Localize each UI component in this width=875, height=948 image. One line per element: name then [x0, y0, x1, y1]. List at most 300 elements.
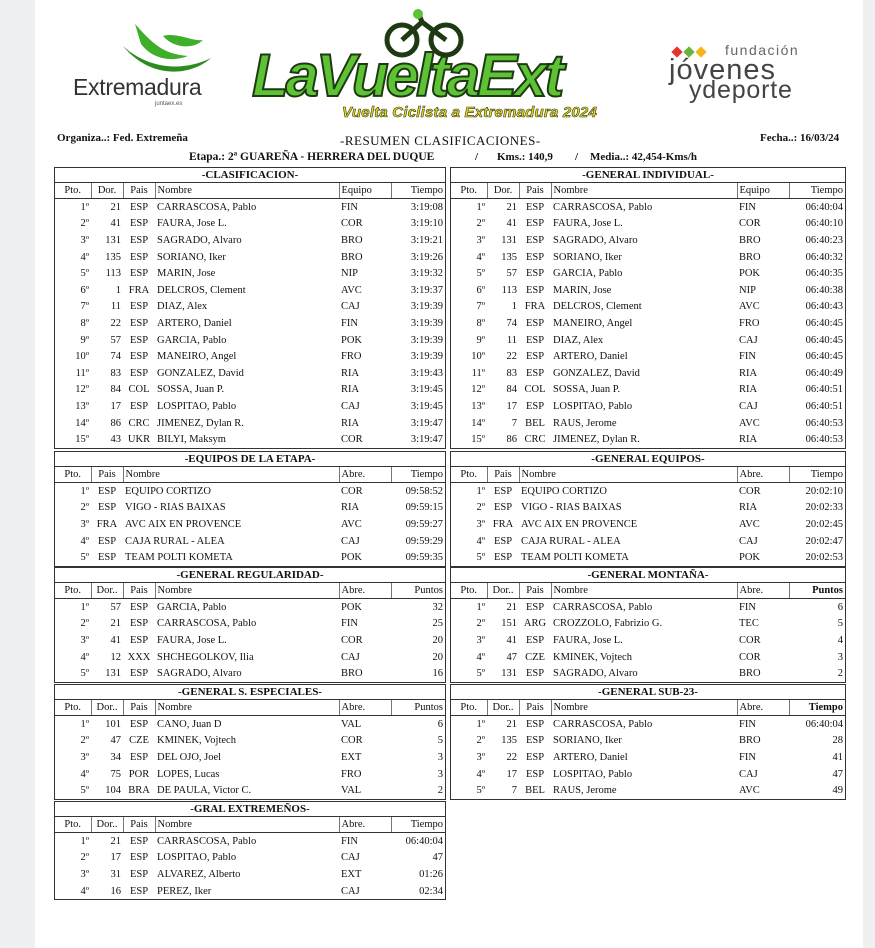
cell-dorsal: 41	[506, 634, 517, 646]
cell-pos: 5º	[80, 785, 89, 797]
cell-valor: 3	[837, 651, 843, 663]
cell-pais: ESP	[129, 317, 149, 329]
cell-valor: 3	[437, 751, 443, 763]
table-row	[451, 782, 845, 799]
cell-pos: 6º	[80, 284, 89, 296]
cell-pais: ESP	[129, 868, 149, 880]
cell-nombre: CARRASCOSA, Pablo	[157, 618, 257, 630]
cell-equipo: POK	[341, 601, 363, 613]
table-row	[451, 431, 845, 448]
cell-equipo: POK	[739, 552, 761, 564]
cell-pais: ESP	[97, 502, 117, 514]
cell-pos: 1º	[80, 718, 89, 730]
cell-nombre: SOSSA, Juan P.	[157, 384, 225, 396]
cell-pais: ESP	[129, 251, 149, 263]
cell-equipo: BRO	[341, 234, 363, 246]
cell-pos: 12º	[75, 384, 89, 396]
cell-valor: 06:40:04	[405, 835, 443, 847]
cell-pais: ESP	[525, 234, 545, 246]
table-row	[451, 632, 845, 649]
cell-nombre: DE PAULA, Victor C.	[157, 785, 252, 797]
header-dorsal: Dor..	[91, 817, 123, 833]
cell-pais: ESP	[525, 400, 545, 412]
cell-nombre: CARRASCOSA, Pablo	[553, 718, 653, 730]
cell-valor: 5	[837, 618, 843, 630]
header-pos: Pto.	[55, 583, 91, 599]
header-valor: Tiempo	[391, 467, 445, 483]
cell-equipo: AVC	[341, 518, 362, 530]
fundacion-small: fundación	[725, 42, 800, 58]
cell-equipo: BRO	[341, 668, 363, 680]
cell-pos: 11º	[471, 367, 485, 379]
cell-pos: 2º	[476, 735, 485, 747]
extremadura-swoosh-icon	[93, 14, 243, 76]
cell-nombre: SORIANO, Iker	[157, 251, 226, 263]
cell-valor: 20:02:45	[805, 518, 843, 530]
table-row	[451, 232, 845, 249]
cell-equipo: CAJ	[341, 852, 360, 864]
cell-nombre: KMINEK, Vojtech	[553, 651, 632, 663]
table-row	[55, 716, 445, 733]
cell-pos: 9º	[476, 334, 485, 346]
cell-dorsal: 74	[110, 351, 121, 363]
cell-pos: 4º	[80, 885, 89, 897]
table-row	[451, 716, 845, 733]
cell-equipo: BRO	[739, 234, 761, 246]
table-row	[451, 299, 845, 316]
cell-dorsal: 7	[511, 785, 517, 797]
cell-valor: 06:40:51	[805, 400, 843, 412]
table-row	[451, 216, 845, 233]
header-pos: Pto.	[451, 467, 487, 483]
cell-pos: 1º	[80, 601, 89, 613]
media-label: Media..: 42,454-Kms/h	[590, 151, 697, 163]
cell-nombre: VIGO - RIAS BAIXAS	[125, 502, 226, 514]
table-row	[55, 883, 445, 900]
cell-equipo: CAJ	[341, 885, 360, 897]
cell-nombre: SHCHEGOLKOV, Ilia	[157, 651, 254, 663]
cell-dorsal: 47	[110, 735, 121, 747]
cell-nombre: DIAZ, Alex	[553, 334, 604, 346]
cell-pais: FRA	[128, 284, 150, 296]
table-row	[55, 833, 445, 850]
general-especiales-table	[54, 684, 446, 800]
general-sub23-body	[451, 716, 845, 799]
cell-equipo: FRO	[341, 768, 362, 780]
cell-pais: ESP	[129, 234, 149, 246]
cell-pais: ESP	[97, 552, 117, 564]
cell-nombre: FAURA, Jose L.	[553, 634, 623, 646]
etapa-label: Etapa.: 2ª GUAREÑA - HERRERA DEL DUQUE	[189, 151, 435, 163]
cell-dorsal: 21	[506, 718, 517, 730]
cell-pos: 3º	[80, 751, 89, 763]
cell-pais: ESP	[129, 367, 149, 379]
cell-pos: 4º	[80, 768, 89, 780]
header-dorsal: Dor..	[487, 700, 519, 716]
header-valor: Puntos	[789, 583, 845, 599]
cell-dorsal: 75	[110, 768, 121, 780]
cell-equipo: VAL	[341, 785, 362, 797]
cell-nombre: AVC AIX EN PROVENCE	[521, 518, 638, 530]
cell-pos: 4º	[80, 535, 89, 547]
cell-equipo: CAJ	[341, 400, 360, 412]
header-valor: Tiempo	[789, 467, 845, 483]
table-row	[451, 749, 845, 766]
cell-pais: XXX	[127, 651, 151, 663]
cell-dorsal: 22	[110, 317, 121, 329]
cell-pos: 1º	[476, 201, 485, 213]
cell-valor: 09:59:29	[405, 535, 443, 547]
general-montana-body	[451, 599, 845, 682]
table-row	[55, 866, 445, 883]
cell-valor: 16	[432, 668, 443, 680]
cell-nombre: KMINEK, Vojtech	[157, 735, 236, 747]
cell-valor: 09:59:35	[405, 552, 443, 564]
header-pais: Pais	[519, 700, 551, 716]
cell-dorsal: 84	[506, 384, 517, 396]
cell-nombre: DIAZ, Alex	[157, 301, 208, 313]
header-valor: Tiempo	[391, 817, 445, 833]
cell-nombre: MARIN, Jose	[553, 284, 612, 296]
table-row	[451, 616, 845, 633]
cell-pais: BEL	[525, 785, 545, 797]
gral-extremenos-title: -GRAL EXTREMEÑOS-	[55, 802, 445, 817]
cell-pais: ESP	[493, 552, 513, 564]
cell-equipo: AVC	[739, 785, 760, 797]
cell-dorsal: 43	[110, 434, 121, 446]
cell-valor: 06:40:35	[805, 268, 843, 280]
header-pos: Pto.	[451, 183, 487, 199]
table-row	[55, 665, 445, 682]
cell-pos: 15º	[471, 434, 485, 446]
cell-dorsal: 7	[511, 417, 517, 429]
cell-equipo: RIA	[739, 367, 758, 379]
table-row	[451, 533, 845, 550]
cell-pos: 5º	[80, 668, 89, 680]
table-row	[55, 766, 445, 783]
cell-nombre: EQUIPO CORTIZO	[125, 485, 211, 497]
cell-pais: ESP	[525, 351, 545, 363]
header-equipo: Abre.	[339, 817, 391, 833]
cell-dorsal: 83	[506, 367, 517, 379]
gral-extremenos-header-row	[55, 817, 445, 833]
cell-nombre: MARIN, Jose	[157, 268, 216, 280]
cell-equipo: COR	[739, 218, 761, 230]
table-row	[55, 216, 445, 233]
table-row	[451, 500, 845, 517]
cell-valor: 02:34	[419, 885, 443, 897]
cell-pos: 3º	[476, 751, 485, 763]
general-equipos-table	[450, 451, 846, 567]
cell-dorsal: 131	[105, 234, 121, 246]
cell-pais: FRA	[492, 518, 514, 530]
kms-label: Kms.: 140,9	[497, 151, 553, 163]
cell-dorsal: 41	[110, 218, 121, 230]
cell-pos: 15º	[75, 434, 89, 446]
general-montana-header-row	[451, 583, 845, 599]
cell-equipo: RIA	[341, 502, 360, 514]
header-equipo: Abre.	[339, 467, 391, 483]
table-row	[451, 365, 845, 382]
table-row	[451, 249, 845, 266]
table-row	[55, 516, 445, 533]
cell-valor: 20:02:47	[805, 535, 843, 547]
resumen-title: -RESUMEN CLASIFICACIONES-	[340, 133, 541, 148]
general-regularidad-title: -GENERAL REGULARIDAD-	[55, 568, 445, 583]
cell-pais: CZE	[525, 651, 545, 663]
cell-nombre: SAGRADO, Alvaro	[157, 668, 242, 680]
cell-dorsal: 83	[110, 367, 121, 379]
cell-dorsal: 57	[506, 268, 517, 280]
cell-equipo: COR	[341, 485, 363, 497]
cell-valor: 3:19:39	[410, 301, 443, 313]
cell-dorsal: 22	[506, 751, 517, 763]
cell-dorsal: 21	[506, 201, 517, 213]
header-nombre: Nombre	[155, 700, 339, 716]
cell-dorsal: 47	[506, 651, 517, 663]
cell-nombre: SOSSA, Juan P.	[553, 384, 621, 396]
header-pais: Pais	[123, 700, 155, 716]
cell-valor: 06:40:45	[805, 317, 843, 329]
cell-pos: 9º	[80, 334, 89, 346]
cell-dorsal: 57	[110, 601, 121, 613]
cell-valor: 06:40:04	[805, 718, 843, 730]
cell-nombre: GONZALEZ, David	[553, 367, 640, 379]
cell-pais: ESP	[525, 735, 545, 747]
cell-equipo: CAJ	[739, 535, 758, 547]
cell-pais: ESP	[129, 218, 149, 230]
cell-dorsal: 41	[110, 634, 121, 646]
cell-equipo: BRO	[739, 251, 761, 263]
cell-pais: ESP	[525, 367, 545, 379]
cell-nombre: GARCIA, Pablo	[157, 601, 227, 613]
cell-dorsal: 17	[506, 768, 517, 780]
cell-nombre: RAUS, Jerome	[553, 785, 617, 797]
fundacion-logo	[667, 40, 847, 110]
table-row	[55, 599, 445, 616]
cell-pos: 4º	[476, 535, 485, 547]
cell-nombre: ARTERO, Daniel	[553, 351, 628, 363]
cell-equipo: FRO	[341, 351, 362, 363]
cell-equipo: RIA	[739, 502, 758, 514]
cell-valor: 06:40:53	[805, 434, 843, 446]
table-row	[55, 265, 445, 282]
cell-valor: 3:19:08	[410, 201, 443, 213]
header-valor: Tiempo	[391, 183, 445, 199]
cell-pais: ARG	[523, 618, 547, 630]
table-row	[451, 649, 845, 666]
cell-pos: 4º	[80, 251, 89, 263]
cell-pos: 14º	[75, 417, 89, 429]
cell-pais: ESP	[129, 885, 149, 897]
cell-pos: 3º	[80, 518, 89, 530]
general-montana-title: -GENERAL MONTAÑA-	[451, 568, 845, 583]
cell-pais: ESP	[525, 251, 545, 263]
cell-valor: 09:59:27	[405, 518, 443, 530]
cell-pos: 2º	[80, 218, 89, 230]
table-row	[451, 199, 845, 216]
cell-nombre: ARTERO, Daniel	[157, 317, 232, 329]
cell-equipo: COR	[739, 651, 761, 663]
cell-pais: POR	[128, 768, 150, 780]
header-equipo: Abre.	[339, 583, 391, 599]
cell-nombre: TEAM POLTI KOMETA	[125, 552, 233, 564]
cell-dorsal: 17	[506, 400, 517, 412]
cell-valor: 32	[432, 601, 443, 613]
cell-equipo: CAJ	[739, 768, 758, 780]
header-pais: Pais	[519, 583, 551, 599]
cell-nombre: MANEIRO, Angel	[553, 317, 633, 329]
cell-pais: COL	[524, 384, 546, 396]
table-row	[55, 616, 445, 633]
cell-pos: 2º	[80, 852, 89, 864]
cell-valor: 09:58:52	[405, 485, 443, 497]
cell-nombre: FAURA, Jose L.	[553, 218, 623, 230]
header-pos: Pto.	[55, 700, 91, 716]
header-pos: Pto.	[451, 583, 487, 599]
general-individual-title: -GENERAL INDIVIDUAL-	[451, 168, 845, 183]
table-row	[451, 332, 845, 349]
cell-valor: 3:19:32	[410, 268, 443, 280]
header-equipo: Abre.	[339, 700, 391, 716]
cell-equipo: FIN	[739, 718, 756, 730]
header-equipo: Abre.	[737, 467, 789, 483]
cell-nombre: GARCIA, Pablo	[157, 334, 227, 346]
cell-nombre: LOSPITAO, Pablo	[553, 400, 633, 412]
cell-valor: 20:02:10	[805, 485, 843, 497]
sep-1: /	[475, 151, 479, 163]
cell-valor: 3:19:45	[410, 384, 443, 396]
table-row	[55, 649, 445, 666]
general-regularidad-header-row	[55, 583, 445, 599]
cell-equipo: FIN	[739, 751, 756, 763]
cell-nombre: FAURA, Jose L.	[157, 218, 227, 230]
cell-dorsal: 131	[501, 668, 517, 680]
cell-pais: ESP	[129, 201, 149, 213]
cell-equipo: AVC	[341, 284, 362, 296]
cell-nombre: CARRASCOSA, Pablo	[157, 201, 257, 213]
table-row	[451, 315, 845, 332]
header-pais: Pais	[123, 183, 155, 199]
cell-nombre: RAUS, Jerome	[553, 417, 617, 429]
cell-valor: 6	[437, 718, 443, 730]
cell-pais: COL	[128, 384, 150, 396]
cell-dorsal: 16	[110, 885, 121, 897]
table-row	[55, 282, 445, 299]
general-sub23-title: -GENERAL SUB-23-	[451, 685, 845, 700]
cell-equipo: CAJ	[739, 334, 758, 346]
cell-pais: FRA	[524, 301, 546, 313]
cell-pais: ESP	[129, 618, 149, 630]
cell-pos: 4º	[476, 768, 485, 780]
table-row	[451, 348, 845, 365]
cell-valor: 3:19:39	[410, 351, 443, 363]
table-row	[451, 415, 845, 432]
cell-dorsal: 41	[506, 218, 517, 230]
cell-equipo: AVC	[739, 417, 760, 429]
cell-pais: ESP	[129, 835, 149, 847]
cell-pos: 3º	[476, 518, 485, 530]
cell-equipo: POK	[341, 334, 363, 346]
cell-valor: 3	[437, 768, 443, 780]
cell-dorsal: 113	[105, 268, 121, 280]
general-especiales-body	[55, 716, 445, 799]
table-row	[55, 315, 445, 332]
cell-equipo: POK	[341, 552, 363, 564]
table-row	[55, 850, 445, 867]
cell-equipo: RIA	[341, 367, 360, 379]
vuelta-logo	[250, 8, 630, 123]
cell-valor: 06:40:43	[805, 301, 843, 313]
cell-valor: 06:40:10	[805, 218, 843, 230]
cell-equipo: AVC	[739, 518, 760, 530]
cell-pais: ESP	[525, 284, 545, 296]
cell-pais: ESP	[97, 485, 117, 497]
cell-nombre: CARRASCOSA, Pablo	[157, 835, 257, 847]
cell-nombre: CROZZOLO, Fabrizio G.	[553, 618, 663, 630]
cell-nombre: SAGRADO, Alvaro	[157, 234, 242, 246]
header-pais: Pais	[123, 817, 155, 833]
header-nombre: Nombre	[155, 183, 339, 199]
cell-dorsal: 1	[115, 284, 121, 296]
general-especiales-header-row	[55, 700, 445, 716]
table-row	[55, 365, 445, 382]
header-pais: Pais	[519, 183, 551, 199]
cell-pais: CZE	[129, 735, 149, 747]
cell-pais: ESP	[493, 535, 513, 547]
cell-valor: 06:40:32	[805, 251, 843, 263]
header-pos: Pto.	[55, 183, 91, 199]
cell-pais: ESP	[525, 751, 545, 763]
cell-equipo: FIN	[341, 835, 358, 847]
cell-dorsal: 101	[105, 718, 121, 730]
table-row	[451, 282, 845, 299]
cell-dorsal: 135	[105, 251, 121, 263]
cell-valor: 06:40:51	[805, 384, 843, 396]
cell-dorsal: 84	[110, 384, 121, 396]
cell-equipo: COR	[739, 485, 761, 497]
cell-nombre: ALVAREZ, Alberto	[157, 868, 241, 880]
cell-equipo: NIP	[341, 268, 358, 280]
header-nombre: Nombre	[551, 700, 737, 716]
table-row	[55, 299, 445, 316]
cell-valor: 3:19:10	[410, 218, 443, 230]
header-valor: Puntos	[391, 583, 445, 599]
header-dorsal: Dor..	[487, 583, 519, 599]
cell-pais: ESP	[525, 634, 545, 646]
cell-nombre: AVC AIX EN PROVENCE	[125, 518, 242, 530]
general-individual-table	[450, 167, 846, 449]
cell-valor: 20	[432, 634, 443, 646]
table-row	[55, 249, 445, 266]
header-equipo: Abre.	[737, 583, 789, 599]
table-row	[55, 782, 445, 799]
cell-equipo: CAJ	[341, 535, 360, 547]
header-pais: Pais	[91, 467, 123, 483]
cell-valor: 5	[437, 735, 443, 747]
cell-equipo: NIP	[739, 284, 756, 296]
general-especiales-title: -GENERAL S. ESPECIALES-	[55, 685, 445, 700]
header-equipo: Equipo	[339, 183, 391, 199]
cell-pos: 12º	[471, 384, 485, 396]
cell-pos: 2º	[476, 218, 485, 230]
cell-pos: 14º	[471, 417, 485, 429]
cell-pos: 2º	[476, 502, 485, 514]
cell-equipo: AVC	[739, 301, 760, 313]
cell-dorsal: 34	[110, 751, 121, 763]
table-row	[451, 549, 845, 566]
cell-valor: 3:19:47	[410, 434, 443, 446]
